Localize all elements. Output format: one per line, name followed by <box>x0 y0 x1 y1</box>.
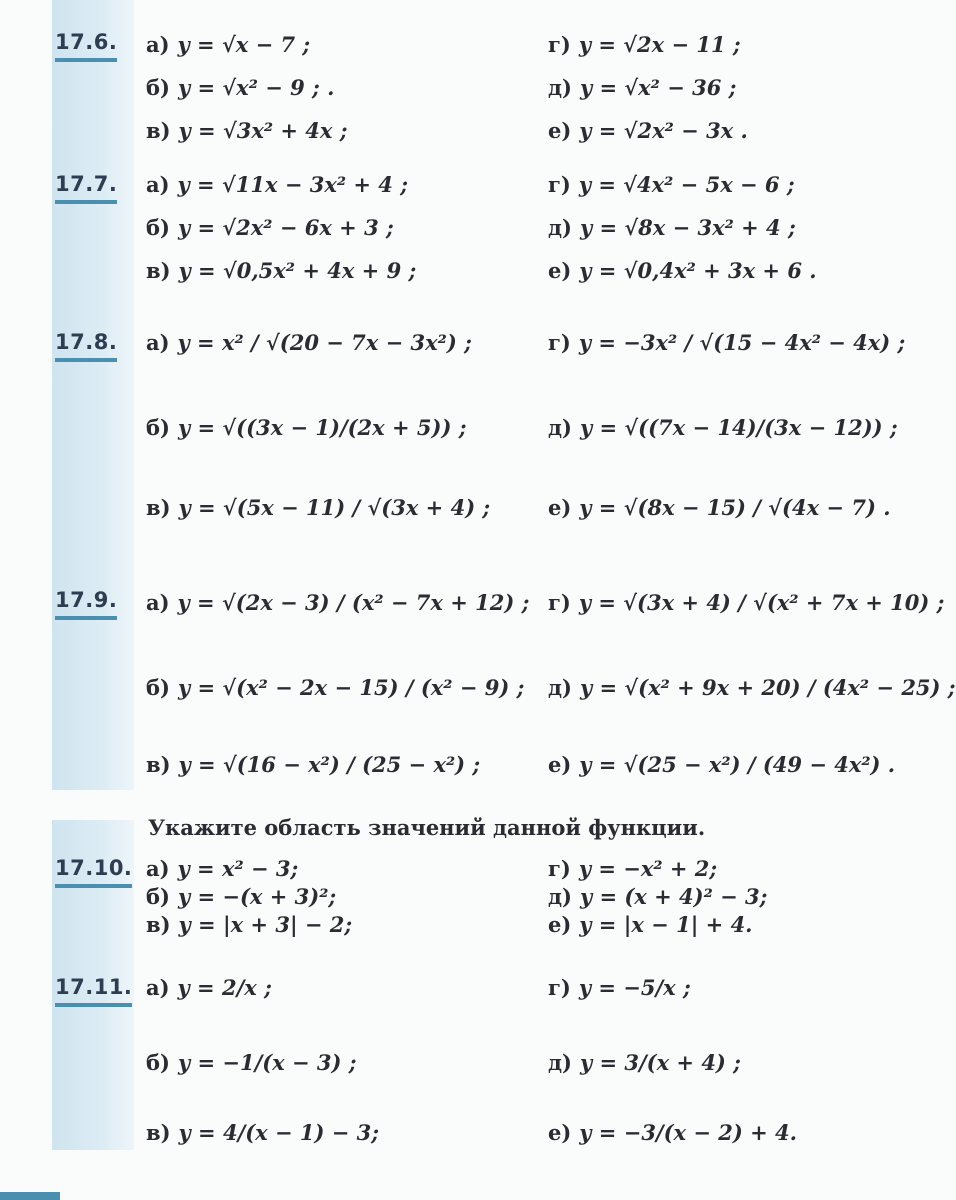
exercise-item <box>548 172 795 197</box>
exercise-item <box>548 258 817 283</box>
exercise-formula: y = √4x² − 5x − 6 ; <box>578 172 795 197</box>
exercise-item <box>548 912 753 937</box>
exercise-label: б) <box>146 675 170 700</box>
exercise-label: г) <box>548 330 571 355</box>
exercise-label: б) <box>146 215 170 240</box>
exercise-item <box>146 118 348 143</box>
exercise-item <box>548 75 736 100</box>
exercise-label: в) <box>146 495 171 520</box>
exercise-label: е) <box>548 912 572 937</box>
exercise-formula: y = |x − 1| + 4. <box>579 912 753 937</box>
exercise-item <box>146 32 310 57</box>
exercise-item <box>146 330 472 355</box>
exercise-formula: y = −x² + 2; <box>578 856 718 881</box>
exercise-label: а) <box>146 330 170 355</box>
exercise-label: б) <box>146 75 170 100</box>
exercise-formula: y = √(3x + 4) / √(x² + 7x + 10) ; <box>578 590 945 615</box>
exercise-label: а) <box>146 172 170 197</box>
exercise-item <box>146 495 490 520</box>
exercise-formula: y = (x + 4)² − 3; <box>579 884 768 909</box>
exercise-label: е) <box>548 1120 572 1145</box>
exercise-label: в) <box>146 752 171 777</box>
exercise-formula: y = |x + 3| − 2; <box>178 912 353 937</box>
exercise-item <box>146 215 394 240</box>
exercise-label: г) <box>548 590 571 615</box>
exercise-item <box>146 912 352 937</box>
exercise-label: е) <box>548 118 572 143</box>
exercise-label: а) <box>146 32 170 57</box>
exercise-formula: y = √(16 − x²) / (25 − x²) ; <box>178 752 481 777</box>
exercise-formula: y = √x − 7 ; <box>177 32 311 57</box>
page-corner-marker <box>0 1192 60 1200</box>
exercise-label: в) <box>146 1120 171 1145</box>
exercise-label: д) <box>548 1050 572 1075</box>
exercise-item <box>548 415 898 440</box>
exercise-label: г) <box>548 975 571 1000</box>
exercise-label: е) <box>548 752 572 777</box>
exercise-label: в) <box>146 118 171 143</box>
exercise-item <box>548 1120 797 1145</box>
exercise-item <box>146 75 334 100</box>
exercise-formula: y = 4/(x − 1) − 3; <box>178 1120 380 1145</box>
exercise-item <box>146 884 336 909</box>
exercise-formula: y = √2x² − 3x . <box>579 118 748 143</box>
exercise-formula: y = √x² − 36 ; <box>579 75 737 100</box>
exercise-item <box>146 1050 357 1075</box>
exercise-formula: y = √2x − 11 ; <box>578 32 741 57</box>
exercise-label: г) <box>548 172 571 197</box>
exercise-formula: y = −3x² / √(15 − 4x² − 4x) ; <box>578 330 906 355</box>
exercise-label: д) <box>548 215 572 240</box>
exercise-item <box>548 330 905 355</box>
exercise-label: е) <box>548 495 572 520</box>
exercise-item <box>548 752 895 777</box>
problem-number-17-8: 17.8. <box>55 330 118 354</box>
exercise-item <box>548 32 741 57</box>
exercise-formula: y = 2/x ; <box>177 975 272 1000</box>
exercise-item <box>146 856 298 881</box>
exercise-formula: y = −(x + 3)²; <box>177 884 337 909</box>
exercise-formula: y = √(8x − 15) / √(4x − 7) . <box>579 495 891 520</box>
exercise-formula: y = −1/(x − 3) ; <box>177 1050 357 1075</box>
exercise-formula: y = 3/(x + 4) ; <box>579 1050 741 1075</box>
exercise-label: б) <box>146 415 170 440</box>
exercise-item <box>548 856 717 881</box>
exercise-label: б) <box>146 1050 170 1075</box>
exercise-label: е) <box>548 258 572 283</box>
problem-number-17-10: 17.10. <box>55 856 133 880</box>
exercise-label: в) <box>146 258 171 283</box>
exercise-formula: y = −3/(x − 2) + 4. <box>579 1120 797 1145</box>
exercise-formula: y = √0,5x² + 4x + 9 ; <box>178 258 417 283</box>
exercise-item <box>146 415 466 440</box>
exercise-item <box>548 495 891 520</box>
exercise-label: д) <box>548 884 572 909</box>
exercise-label: а) <box>146 590 170 615</box>
exercise-formula: y = √(5x − 11) / √(3x + 4) ; <box>178 495 491 520</box>
exercise-formula: y = √11x − 3x² + 4 ; <box>177 172 408 197</box>
exercise-label: д) <box>548 675 572 700</box>
exercise-item <box>146 172 408 197</box>
exercise-formula: y = √2x² − 6x + 3 ; <box>177 215 394 240</box>
exercise-formula: y = √((7x − 14)/(3x − 12)) ; <box>579 415 898 440</box>
exercise-item <box>146 975 272 1000</box>
exercise-formula: y = √8x − 3x² + 4 ; <box>579 215 796 240</box>
exercise-item <box>548 884 767 909</box>
exercise-item <box>146 1120 379 1145</box>
exercise-formula: y = x² − 3; <box>177 856 299 881</box>
exercise-label: а) <box>146 856 170 881</box>
exercise-label: д) <box>548 415 572 440</box>
exercise-formula: y = √(x² − 2x − 15) / (x² − 9) ; <box>177 675 525 700</box>
exercise-formula: y = √((3x − 1)/(2x + 5)) ; <box>177 415 467 440</box>
exercise-label: б) <box>146 884 170 909</box>
exercise-formula: y = √3x² + 4x ; <box>178 118 348 143</box>
exercise-formula: y = √0,4x² + 3x + 6 . <box>579 258 817 283</box>
exercise-item <box>548 215 796 240</box>
exercise-item <box>548 118 748 143</box>
exercise-item <box>548 675 956 700</box>
exercise-label: в) <box>146 912 171 937</box>
exercise-label: а) <box>146 975 170 1000</box>
problem-number-17-6: 17.6. <box>55 30 118 54</box>
exercise-formula: y = −5/x ; <box>578 975 691 1000</box>
problem-number-17-11: 17.11. <box>55 975 133 999</box>
exercise-formula: y = √(x² + 9x + 20) / (4x² − 25) ; <box>579 675 956 700</box>
exercise-formula: y = √(25 − x²) / (49 − 4x²) . <box>579 752 896 777</box>
exercise-item <box>548 975 691 1000</box>
exercise-item <box>146 675 524 700</box>
exercise-formula: y = √(2x − 3) / (x² − 7x + 12) ; <box>177 590 530 615</box>
exercise-item <box>146 752 480 777</box>
problem-number-17-7: 17.7. <box>55 172 118 196</box>
exercise-label: г) <box>548 856 571 881</box>
problem-number-sidebar <box>52 0 134 790</box>
exercise-item <box>146 590 529 615</box>
exercise-item <box>548 1050 741 1075</box>
exercise-formula: y = x² / √(20 − 7x − 3x²) ; <box>177 330 472 355</box>
exercise-formula: y = √x² − 9 ; . <box>177 75 335 100</box>
instruction-text: Укажите область значений данной функции. <box>148 815 706 840</box>
exercise-label: г) <box>548 32 571 57</box>
exercise-label: д) <box>548 75 572 100</box>
exercise-item <box>146 258 416 283</box>
exercise-item <box>548 590 944 615</box>
problem-number-17-9: 17.9. <box>55 588 118 612</box>
